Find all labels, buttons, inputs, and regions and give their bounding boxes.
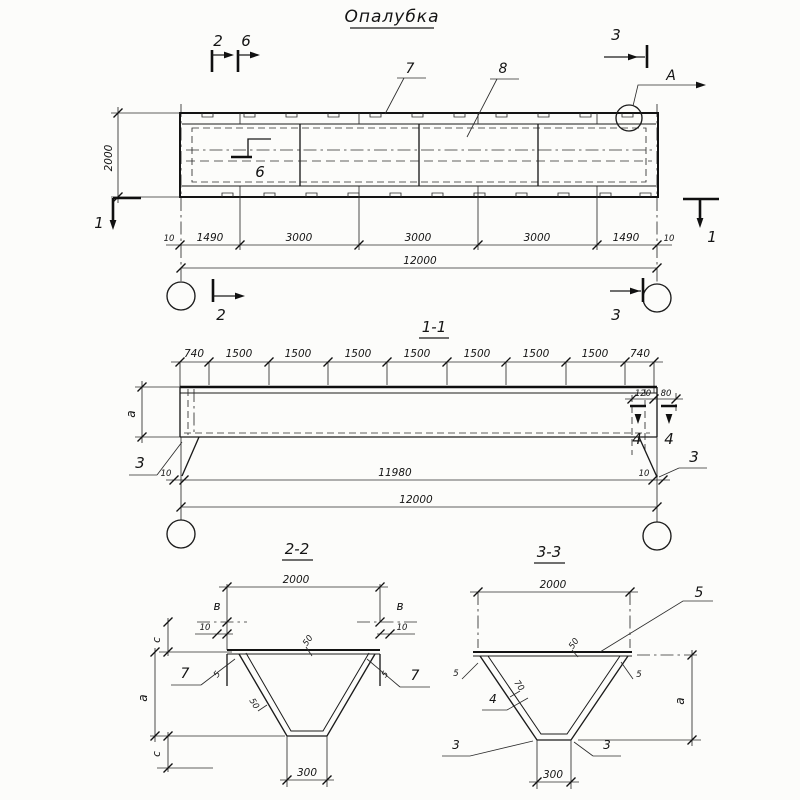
s22-profile bbox=[227, 650, 380, 736]
dim-label-b: в bbox=[396, 599, 404, 613]
s22-bottom-dim bbox=[280, 736, 334, 787]
dim-label: 1500 bbox=[581, 348, 609, 360]
grid-bubble-left bbox=[167, 520, 195, 548]
dim-label: 3000 bbox=[404, 232, 432, 244]
callout-8 bbox=[467, 61, 519, 137]
dim-label: 1500 bbox=[463, 348, 491, 360]
leader-label-4: 4 bbox=[489, 692, 497, 706]
thk-label-50: 50 bbox=[567, 636, 582, 652]
grid-bubble-left bbox=[167, 282, 195, 310]
section-marker-3-bottom bbox=[610, 278, 643, 324]
thk-label-5: 5 bbox=[636, 670, 642, 680]
s33-leader-3-left bbox=[442, 738, 533, 756]
dim-label-a: а bbox=[673, 697, 687, 705]
marker-label-2: 2 bbox=[216, 306, 226, 324]
thk-label-50: 50 bbox=[301, 633, 316, 649]
dim-label-10: 10 bbox=[638, 469, 650, 479]
marker-label-4: 4 bbox=[664, 430, 674, 448]
s33-profile bbox=[473, 652, 632, 740]
title-text: Опалубка bbox=[344, 7, 440, 27]
leader-label-7: 7 bbox=[180, 666, 190, 682]
plan-outline bbox=[180, 113, 658, 197]
marker-label-3: 3 bbox=[611, 306, 621, 324]
thk-label-70: 70 bbox=[511, 678, 526, 694]
section-marker-2-bottom bbox=[213, 279, 245, 324]
section-1-1 bbox=[124, 318, 707, 550]
leader-label-3: 3 bbox=[689, 448, 699, 466]
s11-height-dim bbox=[124, 381, 180, 443]
s22-leader-7-right bbox=[367, 659, 430, 687]
dim-label-total: 12000 bbox=[399, 494, 433, 506]
grid-bubble-right bbox=[643, 522, 671, 550]
dim-label: 1490 bbox=[196, 232, 224, 244]
section-marker-1-left bbox=[94, 198, 141, 232]
section-title: 2-2 bbox=[284, 540, 310, 558]
section-title: 3-3 bbox=[536, 543, 562, 561]
marker-label-2: 2 bbox=[213, 32, 223, 50]
end-gussets bbox=[182, 437, 657, 477]
plan-height-dim bbox=[103, 107, 180, 203]
s11-bottom-dims bbox=[161, 467, 671, 550]
dim-label-80: 80 bbox=[660, 389, 672, 399]
marker-label-3: 3 bbox=[611, 26, 621, 44]
section-marker-6-inner bbox=[231, 139, 271, 181]
section-3-3-title bbox=[534, 543, 565, 563]
dim-label-a: а bbox=[124, 410, 138, 418]
dim-label-10: 10 bbox=[396, 623, 408, 633]
section-2-2 bbox=[136, 540, 430, 787]
dim-label-inner: 11980 bbox=[378, 467, 412, 479]
dim-label-width: 2000 bbox=[539, 579, 567, 591]
leader-label-3: 3 bbox=[452, 738, 460, 752]
dim-label: 740 bbox=[629, 348, 651, 360]
dim-label: 10 bbox=[663, 234, 675, 244]
s33-bottom-dim bbox=[529, 740, 579, 789]
dim-label: 1500 bbox=[522, 348, 550, 360]
plan-view bbox=[94, 26, 719, 324]
marker-label-1: 1 bbox=[94, 214, 104, 232]
dim-label-c: с bbox=[151, 751, 163, 757]
section-title: 1-1 bbox=[421, 318, 447, 336]
dim-label-total: 12000 bbox=[403, 255, 437, 267]
s33-leader-5 bbox=[600, 585, 713, 652]
section-marker-1-right bbox=[683, 199, 719, 246]
dim-label: 1500 bbox=[225, 348, 253, 360]
drawing-title bbox=[344, 7, 439, 28]
marker-label-6: 6 bbox=[241, 32, 251, 50]
dim-label: 1490 bbox=[612, 232, 640, 244]
dim-label: 3000 bbox=[523, 232, 551, 244]
marker-label-6: 6 bbox=[255, 163, 265, 181]
dim-label-10: 10 bbox=[199, 623, 211, 633]
thk-label-5: 5 bbox=[379, 669, 392, 681]
s33-height-dim bbox=[578, 650, 701, 746]
leader-label-5: 5 bbox=[694, 585, 704, 601]
detail-label-a: А bbox=[666, 68, 676, 84]
s33-leader-3-right bbox=[574, 738, 621, 756]
dim-label-10: 10 bbox=[160, 469, 172, 479]
flange-stubs bbox=[227, 654, 380, 686]
dim-label-c: с bbox=[151, 637, 163, 643]
detail-circle bbox=[616, 105, 642, 131]
s33-width-dim bbox=[470, 579, 638, 648]
dim-label-a: а bbox=[136, 694, 150, 702]
dim-label: 1500 bbox=[403, 348, 431, 360]
dim-label-height: 2000 bbox=[103, 144, 115, 172]
dim-label: 10 bbox=[163, 234, 175, 244]
thk-label-5: 5 bbox=[211, 669, 224, 681]
s11-leader-3-left bbox=[129, 442, 182, 475]
section-2-2-title bbox=[282, 540, 313, 560]
dim-label-300: 300 bbox=[296, 767, 318, 779]
panel-dividers bbox=[300, 124, 538, 186]
detail-callout-a bbox=[616, 68, 706, 131]
plan-bottom-dims bbox=[164, 197, 675, 273]
section-3-3 bbox=[442, 543, 713, 789]
section-marker-2-6-top bbox=[212, 32, 260, 72]
callout-7 bbox=[385, 61, 426, 114]
dim-label: 740 bbox=[183, 348, 205, 360]
callout-label-8: 8 bbox=[498, 61, 508, 77]
dim-label-b: в bbox=[213, 599, 221, 613]
thk-label-50: 50 bbox=[246, 696, 261, 712]
dim-label: 1500 bbox=[284, 348, 312, 360]
leader-label-3: 3 bbox=[603, 738, 611, 752]
s11-end-detail bbox=[625, 389, 683, 455]
thk-label-5: 5 bbox=[453, 669, 459, 679]
marker-label-4: 4 bbox=[632, 430, 642, 448]
dim-label-width: 2000 bbox=[282, 574, 310, 586]
s22-leader-7-left bbox=[171, 659, 235, 685]
leader-label-7: 7 bbox=[410, 668, 420, 684]
s22-b-dims bbox=[195, 599, 417, 639]
s33-thickness-labels bbox=[510, 637, 582, 697]
section-1-1-title bbox=[419, 318, 449, 338]
leader-label-3: 3 bbox=[135, 454, 145, 472]
s11-leader-3-right bbox=[659, 448, 707, 477]
dim-label: 3000 bbox=[285, 232, 313, 244]
dim-label-120: 120 bbox=[634, 389, 652, 399]
section-marker-3-top bbox=[604, 26, 647, 68]
s33-leader-4 bbox=[482, 692, 528, 710]
marker-label-1: 1 bbox=[707, 228, 717, 246]
dim-label-300: 300 bbox=[542, 769, 564, 781]
grid-bubble-right bbox=[643, 284, 671, 312]
dim-label: 1500 bbox=[344, 348, 372, 360]
callout-label-7: 7 bbox=[405, 61, 415, 77]
